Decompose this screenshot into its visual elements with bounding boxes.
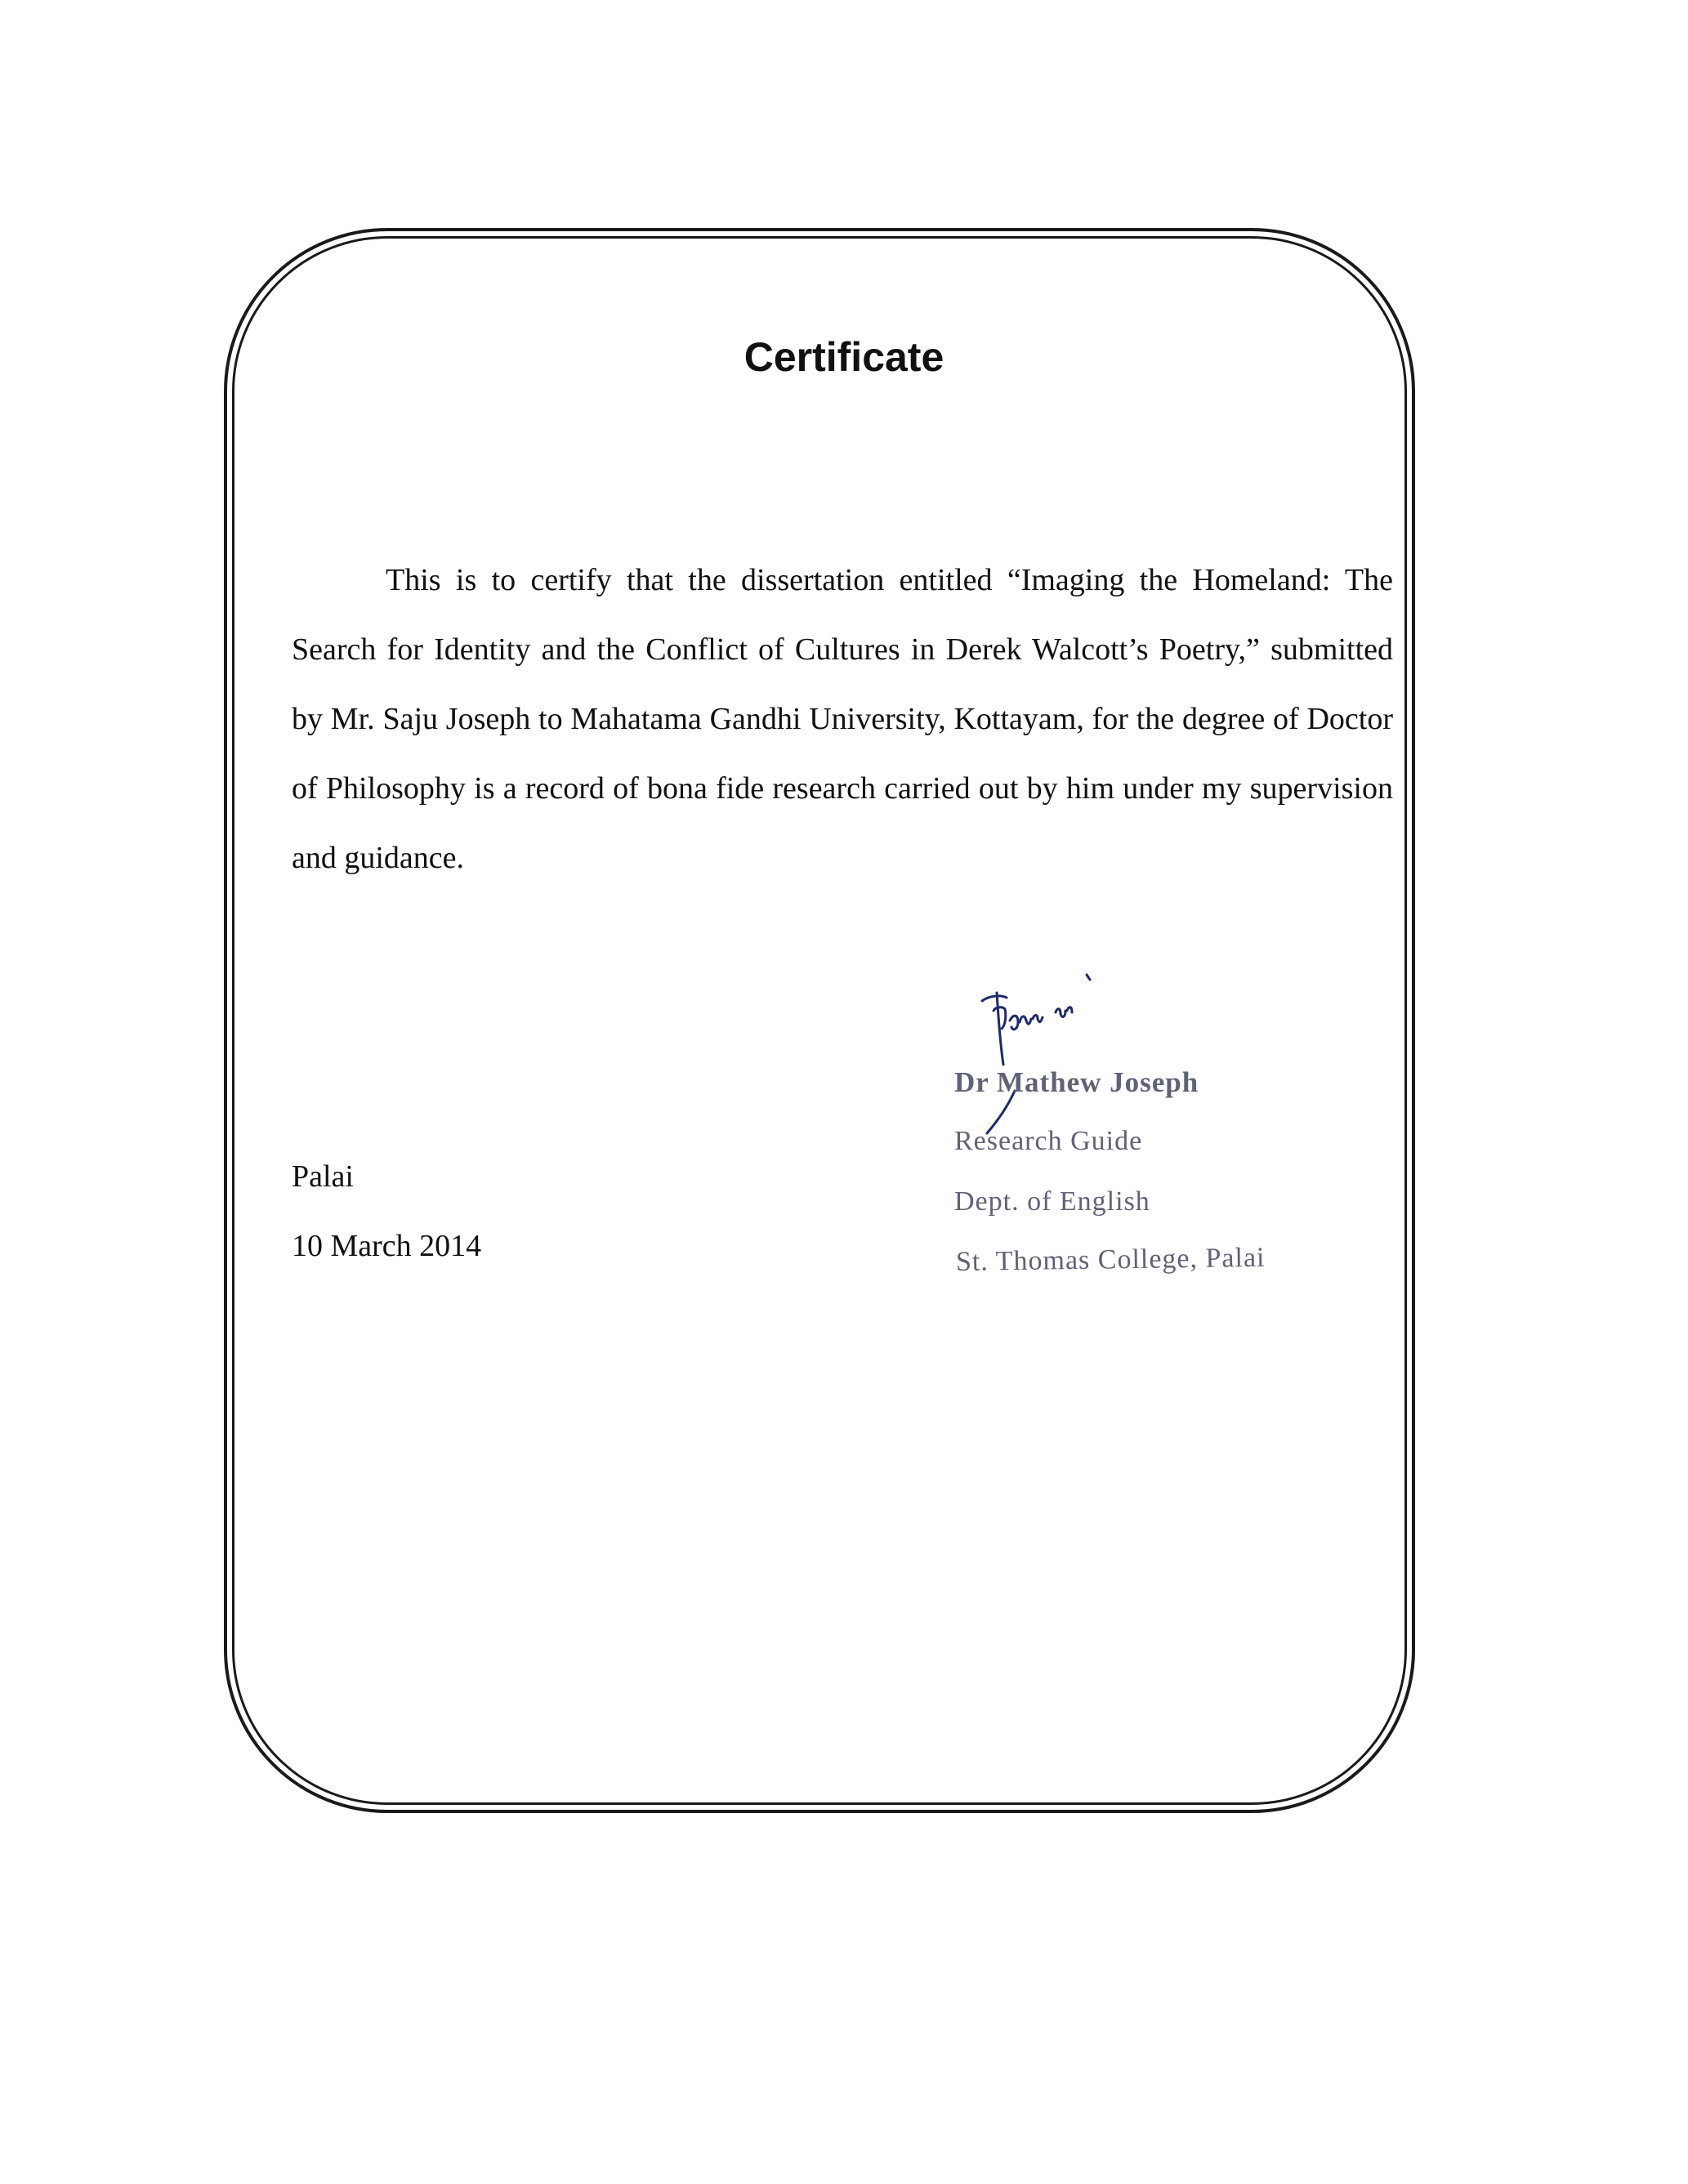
signature-stroke xyxy=(1067,1007,1072,1012)
signature-stroke xyxy=(1056,1009,1065,1017)
rounded-border-inner xyxy=(232,236,1407,1805)
certification-text: This is to certify that the dissertation entitled “Imaging the Homeland: The Search for Identity and the Conflict of Cultures in Derek Walcott’s Poetry,” submitted by Mr. Saju Joseph to Mahatama Gandhi University, Kottayam, for the degree of Doctor of Philosophy is a record of bona fide research carried out by him under my supervision and guidance. xyxy=(292,563,1393,875)
signature-stroke xyxy=(1010,1016,1018,1029)
signature-stroke xyxy=(1087,975,1090,980)
signature-stroke xyxy=(982,996,1007,1001)
date-label: 10 March 2014 xyxy=(292,1229,482,1263)
signatory-name: Dr Mathew Joseph xyxy=(954,1066,1199,1098)
signature-stroke xyxy=(1020,1016,1031,1024)
signature-stroke xyxy=(1033,1016,1043,1022)
signatory-role: Research Guide xyxy=(954,1126,1143,1156)
place-label: Palai xyxy=(292,1159,354,1194)
signatory-department: Dept. of English xyxy=(954,1186,1150,1217)
handwritten-signature-icon xyxy=(964,968,1160,1140)
certification-paragraph xyxy=(292,546,1393,893)
signatory-institution: St. Thomas College, Palai xyxy=(955,1242,1266,1277)
certificate-title: Certificate xyxy=(744,334,944,380)
